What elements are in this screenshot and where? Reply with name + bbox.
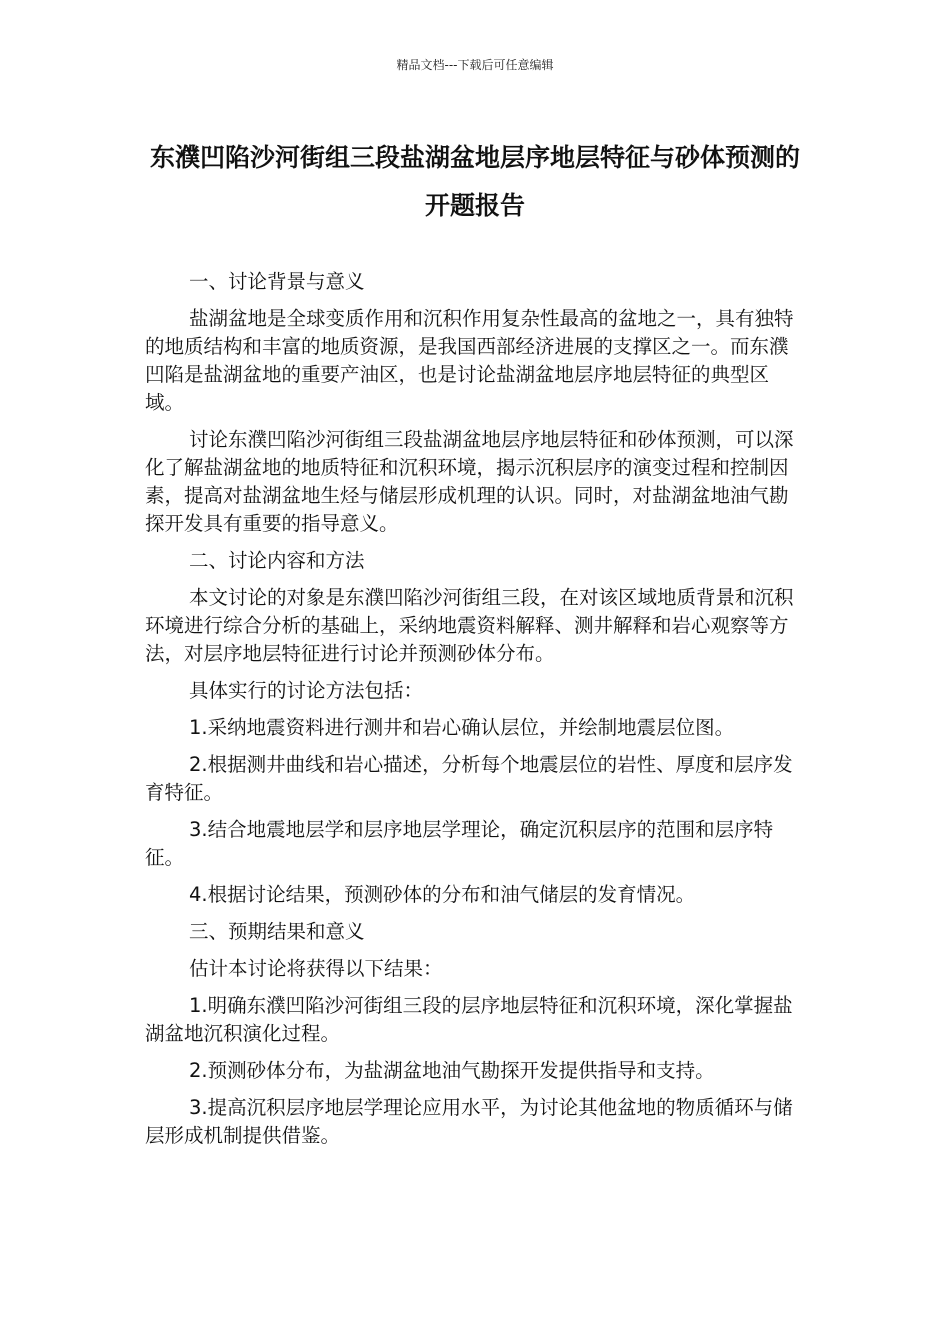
section-heading-expected-results: 三、预期结果和意义 <box>189 920 365 943</box>
paragraph-methods-intro: 具体实行的讨论方法包括： <box>189 679 424 702</box>
list-item-method-1: 1.采纳地震资料进行测井和岩心确认层位，并绘制地震层位图。 <box>189 716 735 739</box>
document-body <box>145 268 795 1159</box>
list-item-method-2: 2.根据测井曲线和岩心描述，分析每个地震层位的岩性、厚度和层序发育特征。 <box>145 753 793 804</box>
header-note: 精品文档---下载后可任意编辑 <box>396 58 554 72</box>
list-item-method-4: 4.根据讨论结果，预测砂体的分布和油气储层的发育情况。 <box>189 883 696 906</box>
section-heading-background: 一、讨论背景与意义 <box>189 270 365 293</box>
paragraph-content-methods: 本文讨论的对象是东濮凹陷沙河街组三段，在对该区域地质背景和沉积环境进行综合分析的基础上，采纳地震资料解释、测井解释和岩心观察等方法，对层序地层特征进行讨论并预测砂体分布。 <box>145 586 794 665</box>
paragraph-background-2: 讨论东濮凹陷沙河街组三段盐湖盆地层序地层特征和砂体预测，可以深化了解盐湖盆地的地质特征和沉积环境，揭示沉积层序的演变过程和控制因素，提高对盐湖盆地生烃与储层形成机理的认识。同时，对盐湖盆地油气勘探开发具有重要的指导意义。 <box>145 428 794 535</box>
paragraph-background-1: 盐湖盆地是全球变质作用和沉积作用复杂性最高的盆地之一，具有独特的地质结构和丰富的地质资源，是我国西部经济进展的支撑区之一。而东濮凹陷是盐湖盆地的重要产油区，也是讨论盐湖盆地层序地层特征的典型区域。 <box>145 307 794 414</box>
list-item-result-1: 1.明确东濮凹陷沙河街组三段的层序地层特征和沉积环境，深化掌握盐湖盆地沉积演化过程。 <box>145 994 793 1045</box>
document-title: 东濮凹陷沙河街组三段盐湖盆地层序地层特征与砂体预测的开题报告 <box>149 143 800 220</box>
list-item-result-3: 3.提高沉积层序地层学理论应用水平，为讨论其他盆地的物质循环与储层形成机制提供借鉴。 <box>145 1096 793 1147</box>
paragraph-results-intro: 估计本讨论将获得以下结果： <box>189 957 443 980</box>
list-item-method-3: 3.结合地震地层学和层序地层学理论，确定沉积层序的范围和层序特征。 <box>145 818 774 869</box>
section-heading-content-methods: 二、讨论内容和方法 <box>189 549 365 572</box>
list-item-result-2: 2.预测砂体分布，为盐湖盆地油气勘探开发提供指导和支持。 <box>189 1059 715 1082</box>
